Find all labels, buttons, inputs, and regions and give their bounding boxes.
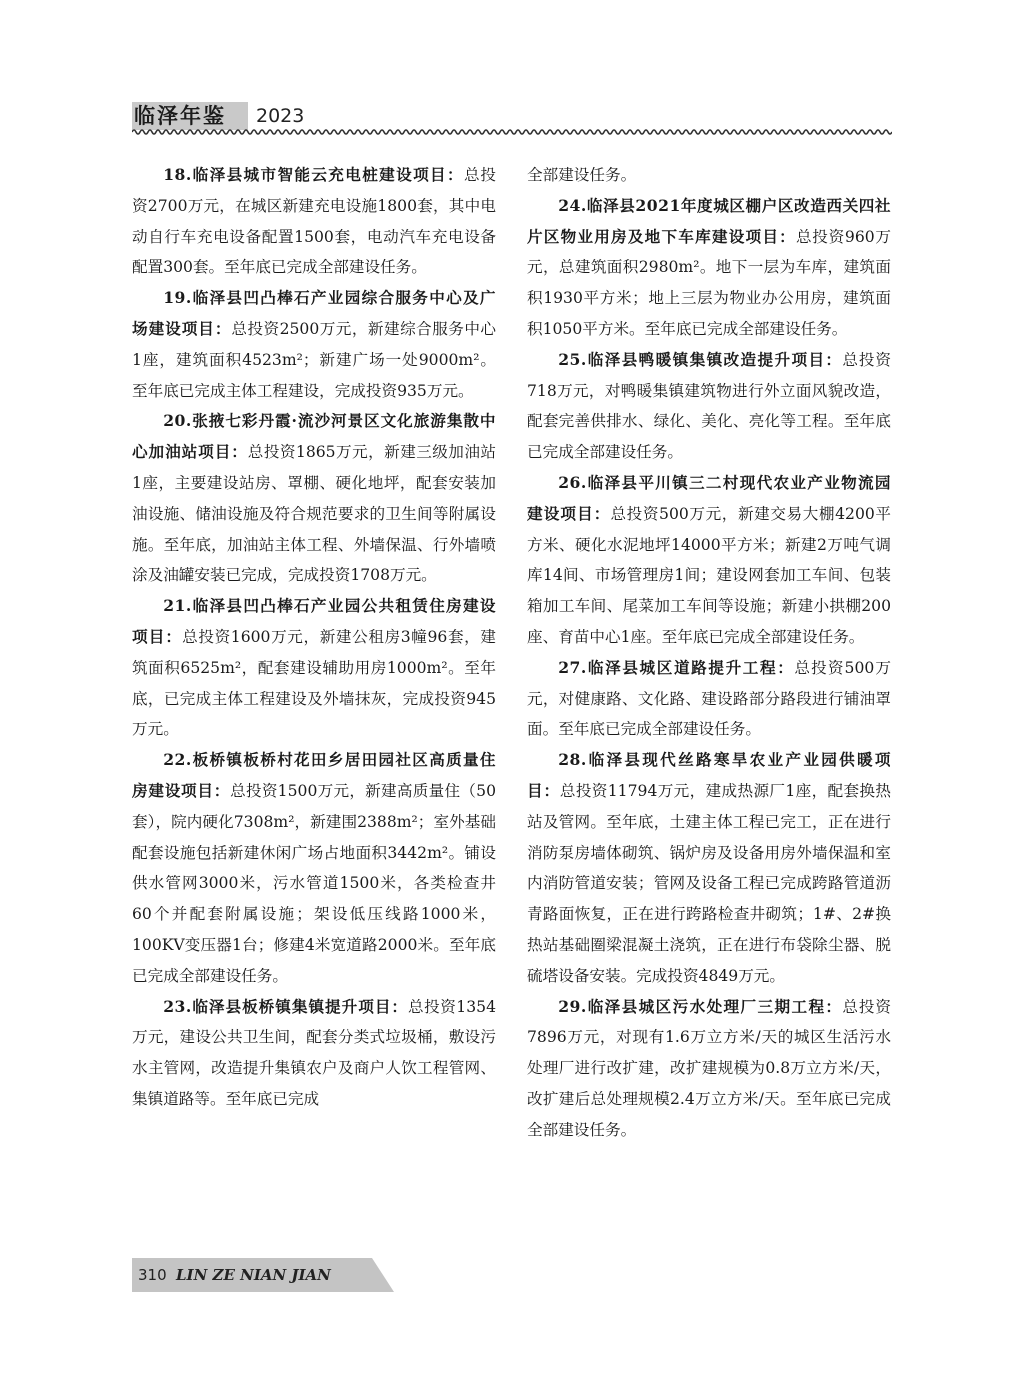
project-title: 26.临泽县平川镇三二村现代农业产业物流园建设项目： xyxy=(527,472,891,523)
running-header xyxy=(132,98,892,138)
project-19 xyxy=(132,283,496,406)
project-22 xyxy=(132,745,496,991)
project-title: 22.板桥镇板桥村花田乡居田园社区高质量住房建设项目： xyxy=(132,750,496,800)
project-27 xyxy=(527,653,891,745)
project-body: 总投资2500万元，新建综合服务中心1座，建筑面积4523m²；新建广场一处9000m²。至年底已完成主体工程建设，完成投资935万元。 xyxy=(132,319,496,400)
project-23-continuation: 全部建设任务。 xyxy=(527,166,637,184)
project-body: 总投资718万元，对鸭暖集镇建筑物进行外立面风貌改造，配套完善供排水、绿化、美化、亮化等工程。至年底已完成全部建设任务。 xyxy=(527,350,891,462)
project-body: 总投资1354万元，建设公共卫生间，配套分类式垃圾桶，敷设污水主管网，改造提升集镇农户及商户人饮工程管网、集镇道路等。至年底已完成 xyxy=(132,997,496,1108)
project-21 xyxy=(132,591,496,745)
footer-text: LIN ZE NIAN JIAN xyxy=(176,1266,331,1284)
header-title: 临泽年鉴 xyxy=(134,104,226,128)
project-20 xyxy=(132,406,496,591)
header-wave-rule xyxy=(132,126,892,138)
project-18 xyxy=(132,160,496,283)
right-column xyxy=(527,160,891,1146)
header-year: 2023 xyxy=(256,105,305,127)
project-body: 总投资1600万元，新建公租房3幢96套，建筑面积6525m²，配套建设辅助用房1000m²。至年底，已完成主体工程建设及外墙抹灰，完成投资945万元。 xyxy=(132,627,496,739)
project-body: 总投资7896万元，对现有1.6万立方米/天的城区生活污水处理厂进行改扩建，改扩建规模为0.8万立方米/天，改扩建后总处理规模2.4万立方米/天。至年底已完成全部建设任务。 xyxy=(527,997,891,1139)
project-title: 21.临泽县凹凸棒石产业园公共租赁住房建设项目： xyxy=(132,596,496,646)
project-body: 总投资11794万元，建成热源厂1座，配套换热站及管网。至年底，土建主体工程已完工，正在进行消防泵房墙体砌筑、锅炉房及设备用房外墙保温和室内消防管道安装；管网及设备工程已完成跨路管道沥青路面恢复，正在进行跨路检查井砌筑；1#、2#换热站基础圈梁混凝土浇筑，正在进行布袋除尘器、脱硫塔设备安装。完成投资4849万元。 xyxy=(527,781,891,985)
project-title: 18.临泽县城市智能云充电桩建设项目： xyxy=(163,165,464,184)
project-23 xyxy=(132,992,496,1115)
project-title: 20.张掖七彩丹霞·流沙河景区文化旅游集散中心加油站项目： xyxy=(132,411,496,462)
project-body: 总投资1500万元，新建高质量住（50套），院内硬化7308m²，新建围2388m²；室外基础配套设施包括新建休闲广场占地面积3442m²。铺设供水管网3000米，污水管道1500米，各类检查井60个并配套附属设施；架设低压线路1000米，100KV变压器1台；修建4米宽道路2000米。至年底已完成全部建设任务。 xyxy=(132,781,496,985)
project-25 xyxy=(527,345,891,468)
project-29 xyxy=(527,992,891,1146)
project-title: 24.临泽县2021年度城区棚户区改造西关四社片区物业用房及地下车库建设项目： xyxy=(527,195,891,246)
project-title: 25.临泽县鸭暖镇集镇改造提升项目： xyxy=(558,349,843,369)
page-number: 310 xyxy=(138,1266,167,1284)
project-24 xyxy=(527,191,891,345)
project-body: 总投资2700万元，在城区新建充电设施1800套，其中电动自行车充电设备配置1500套，电动汽车充电设备配置300套。至年底已完成全部建设任务。 xyxy=(132,166,496,277)
project-title: 28.临泽县现代丝路寒旱农业产业园供暖项目： xyxy=(527,750,891,800)
project-title: 29.临泽县城区污水处理厂三期工程： xyxy=(558,996,843,1016)
project-28 xyxy=(527,745,891,991)
left-column xyxy=(132,160,496,1115)
project-title: 23.临泽县板桥镇集镇提升项目： xyxy=(163,996,409,1016)
running-footer xyxy=(132,1258,402,1292)
project-body: 总投资960万元，总建筑面积2980m²。地下一层为车库，建筑面积1930平方米；地上三层为物业办公用房，建筑面积1050平方米。至年底已完成全部建设任务。 xyxy=(527,227,891,338)
project-body: 总投资500万元，对健康路、文化路、建设路部分路段进行铺油罩面。至年底已完成全部建设任务。 xyxy=(527,658,891,739)
project-body: 总投资1865万元，新建三级加油站1座，主要建设站房、罩棚、硬化地坪，配套安装加油设施、储油设施及符合规范要求的卫生间等附属设施。至年底，加油站主体工程、外墙保温、行外墙喷涂及油罐安装已完成，完成投资1708万元。 xyxy=(132,443,496,585)
project-title: 19.临泽县凹凸棒石产业园综合服务中心及广场建设项目： xyxy=(132,288,496,338)
project-title: 27.临泽县城区道路提升工程： xyxy=(558,657,795,677)
project-26 xyxy=(527,468,891,653)
project-body: 总投资500万元，新建交易大棚4200平方米、硬化水泥地坪14000平方米；新建2万吨气调库14间、市场管理房1间；建设网套加工车间、包装箱加工车间、尾菜加工车间等设施；新建小拱棚200座、育苗中心1座。至年底已完成全部建设任务。 xyxy=(527,504,891,646)
